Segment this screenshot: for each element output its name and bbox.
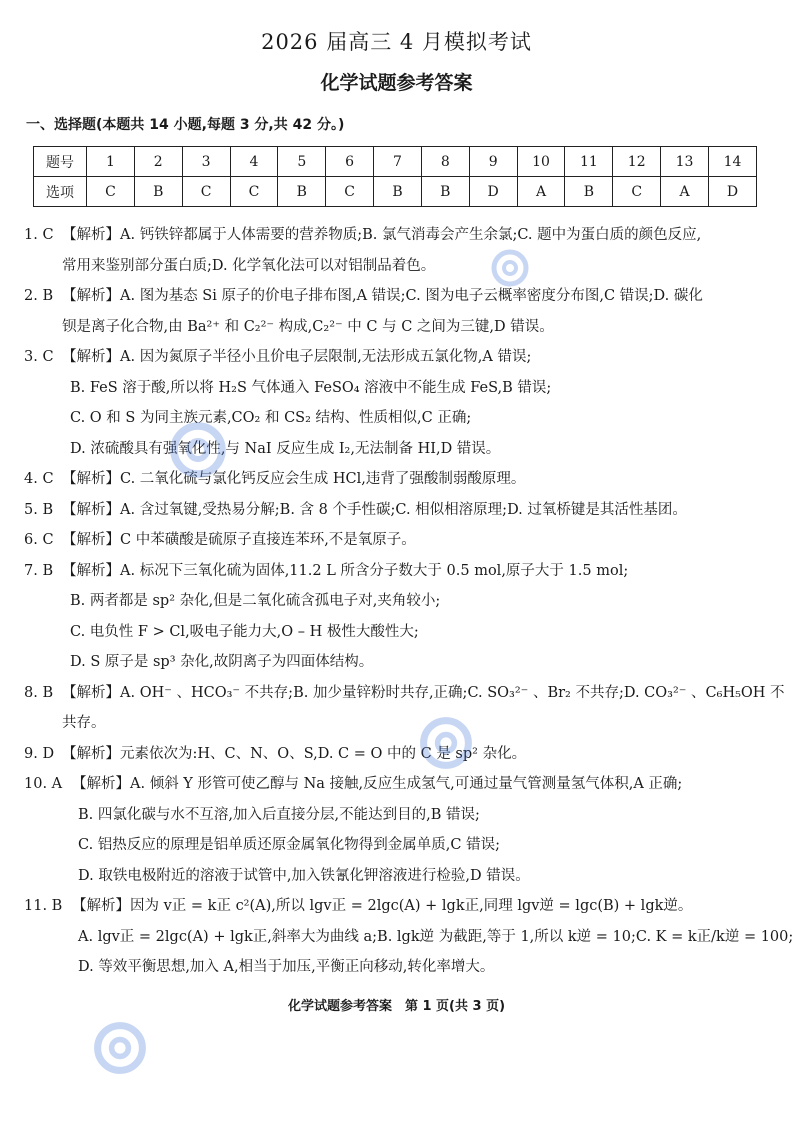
item-number: 6. C <box>24 532 54 548</box>
explanation-line: 【解析】A. 因为氮原子半径小且价电子层限制,无法形成五氯化物,A 错误; <box>62 349 532 365</box>
question-number-cell: 8 <box>421 147 469 177</box>
answer-cell: D <box>708 177 756 207</box>
question-number-cell: 5 <box>278 147 326 177</box>
explanation-line: C. 铝热反应的原理是铝单质还原金属氧化物得到金属单质,C 错误; <box>78 837 500 853</box>
question-number-cell: 12 <box>613 147 661 177</box>
question-number-cell: 11 <box>565 147 613 177</box>
question-number-cell: 10 <box>517 147 565 177</box>
question-number-cell: 7 <box>374 147 422 177</box>
section-heading: 一、选择题(本题共 14 小题,每题 3 分,共 42 分。) <box>26 117 345 133</box>
explanation-line: B. 两者都是 sp² 杂化,但是二氧化硫含孤电子对,夹角较小; <box>70 593 441 609</box>
explanation-line: 【解析】A. 图为基态 Si 原子的价电子排布图,A 错误;C. 图为电子云概率密度分布图,C 错误;D. 碳化 <box>62 288 703 304</box>
explanation-line: 【解析】A. 标况下三氧化硫为固体,11.2 L 所含分子数大于 0.5 mol,原子大于 1.5 mol; <box>62 562 629 579</box>
item-number: 4. C <box>24 471 54 487</box>
answer-table-number-row <box>34 147 757 177</box>
item-number: 10. A <box>24 776 63 792</box>
answer-cell: C <box>87 177 135 207</box>
watermark-logo-icon <box>92 1020 148 1076</box>
answer-cell: B <box>374 177 422 207</box>
answer-cell: C <box>182 177 230 207</box>
item-number: 3. C <box>24 349 54 365</box>
page-title: 2026 届高三 4 月模拟考试 <box>261 30 532 54</box>
answer-cell: C <box>613 177 661 207</box>
item-number: 5. B <box>24 501 54 518</box>
explanation-line: 【解析】A. OH⁻ 、HCO₃⁻ 不共存;B. 加少量锌粉时共存,正确;C. SO₃²⁻ 、Br₂ 不共存;D. CO₃²⁻ 、C₆H₅OH 不 <box>62 684 785 701</box>
answer-table-option-row <box>34 177 757 207</box>
explanation-line: 常用来鉴别部分蛋白质;D. 化学氧化法可以对铝制品着色。 <box>62 257 436 274</box>
explanation-line: 【解析】A. 含过氧键,受热易分解;B. 含 8 个手性碳;C. 相似相溶原理;D. 过氧桥键是其活性基团。 <box>62 501 687 518</box>
question-number-cell: 6 <box>326 147 374 177</box>
explanation-line: 【解析】A. 钙铁锌都属于人体需要的营养物质;B. 氯气消毒会产生余氯;C. 题中为蛋白质的颜色反应, <box>62 227 702 243</box>
explanation-line: C. O 和 S 为同主族元素,CO₂ 和 CS₂ 结构、性质相似,C 正确; <box>70 410 472 426</box>
table-header-cell: 选项 <box>34 177 87 207</box>
item-number: 2. B <box>24 288 54 304</box>
answer-cell: A <box>661 177 709 207</box>
answer-cell: B <box>134 177 182 207</box>
item-number: 7. B <box>24 562 54 579</box>
explanation-line: B. FeS 溶于酸,所以将 H₂S 气体通入 FeSO₄ 溶液中不能生成 FeS,B 错误; <box>70 379 552 396</box>
explanation-line: 【解析】元素依次为:H、C、N、O、S,D. C = O 中的 C 是 sp² 杂化。 <box>62 745 527 762</box>
question-number-cell: 4 <box>230 147 278 177</box>
answer-cell: A <box>517 177 565 207</box>
table-header-cell: 题号 <box>34 147 87 177</box>
item-number: 11. B <box>24 898 63 914</box>
explanation-line: D. 等效平衡思想,加入 A,相当于加压,平衡正向移动,转化率增大。 <box>78 959 495 975</box>
explanation-line: 【解析】因为 v正 = k正 c²(A),所以 lgv正 = 2lgc(A) + lgk正,同理 lgv逆 = lgc(B) + lgk逆。 <box>72 898 693 914</box>
question-number-cell: 3 <box>182 147 230 177</box>
question-number-cell: 9 <box>469 147 517 177</box>
question-number-cell: 14 <box>708 147 756 177</box>
explanation-line: 【解析】C 中苯磺酸是硫原子直接连苯环,不是氧原子。 <box>62 532 416 548</box>
answer-table <box>33 146 757 207</box>
explanation-line: A. lgv正 = 2lgc(A) + lgk正,斜率大为曲线 a;B. lgk逆 为截距,等于 1,所以 k逆 = 10;C. K = k正/k逆 = 100; <box>78 928 793 945</box>
explanation-line: D. 浓硫酸具有强氧化性,与 NaI 反应生成 I₂,无法制备 HI,D 错误。 <box>70 440 501 457</box>
answer-cell: B <box>565 177 613 207</box>
explanation-line: C. 电负性 F > Cl,吸电子能力大,O – H 极性大酸性大; <box>70 623 419 640</box>
explanation-line: 【解析】A. 倾斜 Y 形管可使乙醇与 Na 接触,反应生成氢气,可通过量气管测量氢气体积,A 正确; <box>72 776 683 792</box>
answer-cell: C <box>326 177 374 207</box>
answer-cell: B <box>278 177 326 207</box>
page-subtitle: 化学试题参考答案 <box>320 72 473 94</box>
page-footer: 化学试题参考答案 第 1 页(共 3 页) <box>287 999 506 1014</box>
question-number-cell: 2 <box>134 147 182 177</box>
item-number: 9. D <box>24 745 55 762</box>
answer-cell: C <box>230 177 278 207</box>
item-number: 8. B <box>24 684 54 701</box>
explanation-line: 【解析】C. 二氧化硫与氯化钙反应会生成 HCl,违背了强酸制弱酸原理。 <box>62 471 526 487</box>
answer-cell: B <box>421 177 469 207</box>
question-number-cell: 13 <box>661 147 709 177</box>
explanation-line: 钡是离子化合物,由 Ba²⁺ 和 C₂²⁻ 构成,C₂²⁻ 中 C 与 C 之间为三键,D 错误。 <box>62 318 554 335</box>
watermark-logo-icon <box>490 248 530 288</box>
question-number-cell: 1 <box>87 147 135 177</box>
explanation-line: D. 取铁电极附近的溶液于试管中,加入铁氰化钾溶液进行检验,D 错误。 <box>78 867 530 884</box>
item-number: 1. C <box>24 227 54 243</box>
explanation-line: B. 四氯化碳与水不互溶,加入后直接分层,不能达到目的,B 错误; <box>78 806 480 823</box>
explanation-line: 共存。 <box>62 715 106 731</box>
answer-cell: D <box>469 177 517 207</box>
explanation-line: D. S 原子是 sp³ 杂化,故阴离子为四面体结构。 <box>70 654 374 670</box>
